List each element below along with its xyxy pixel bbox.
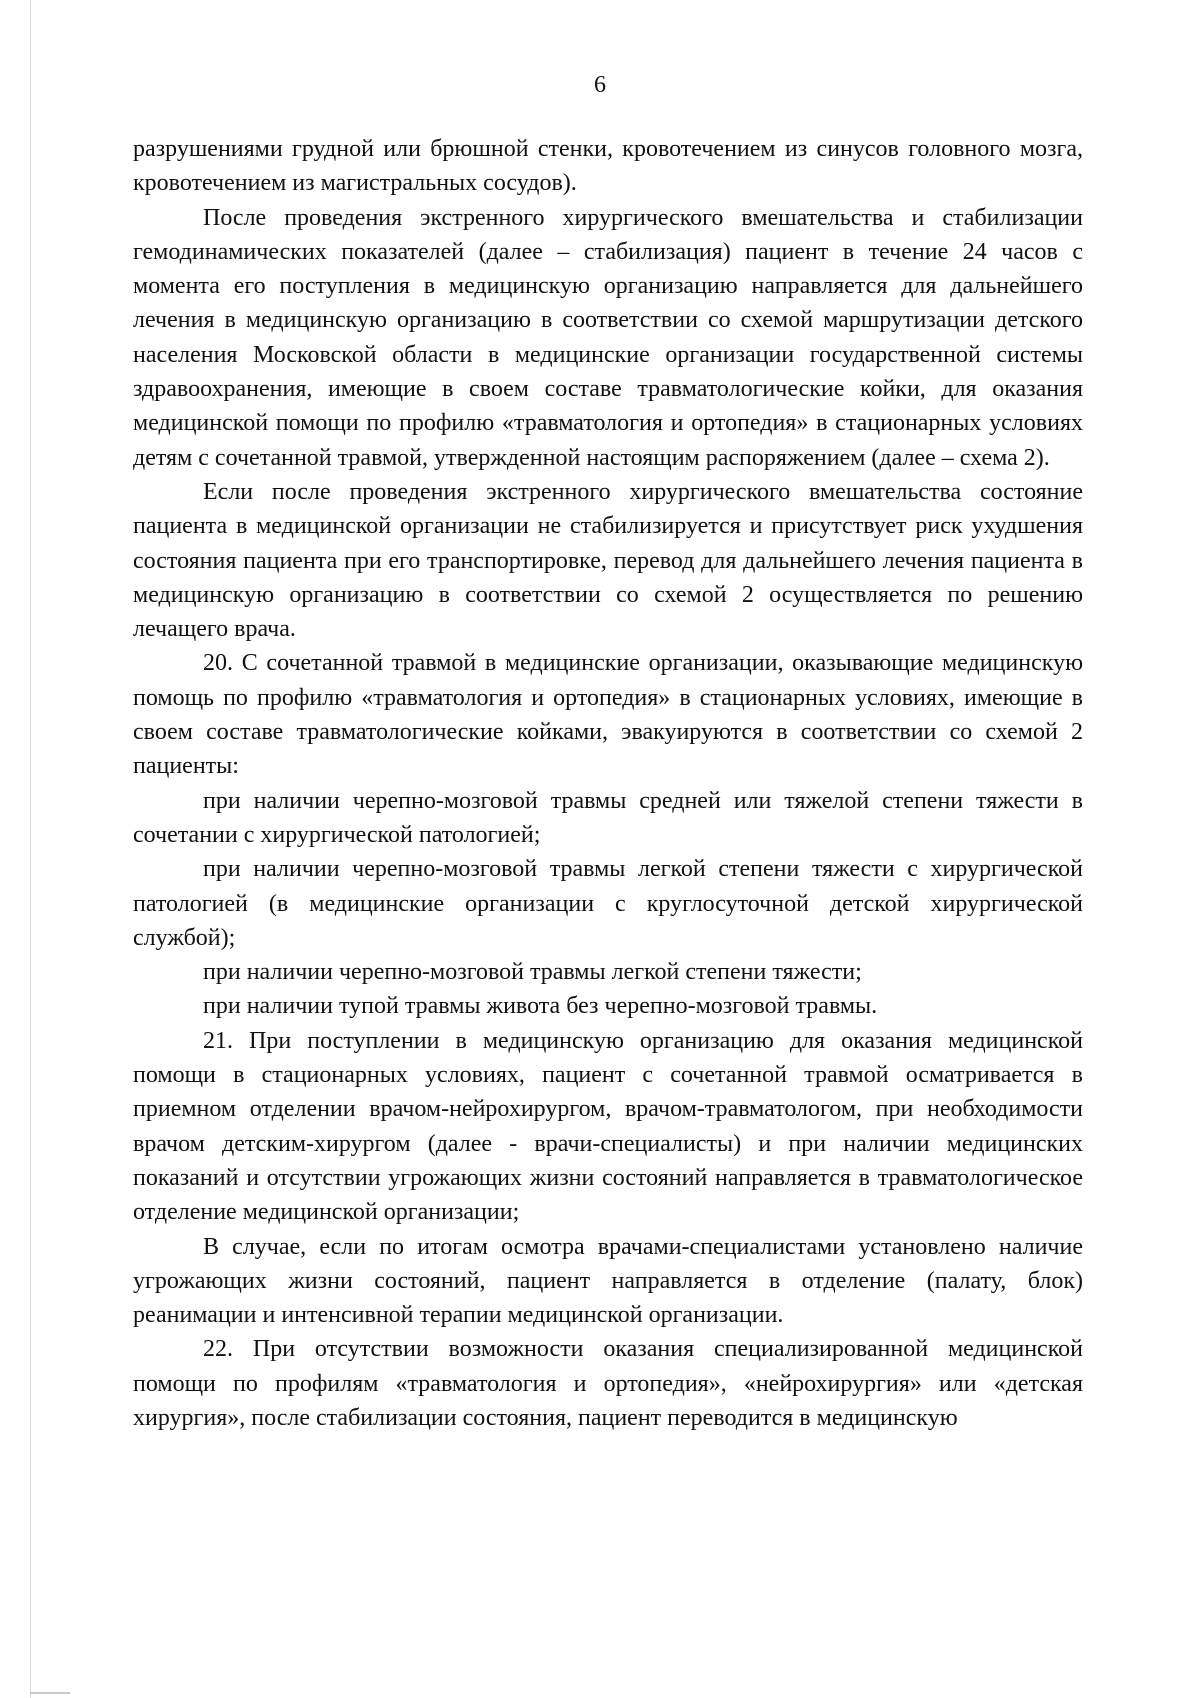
paragraph-item-20: 20. С сочетанной травмой в медицинские организации, оказывающие медицинскую помощь по профилю «травматология и ортопедия» в стационарных условиях, имеющие в своем составе травматологические койками, эвакуируются в соответствии со схемой 2 пациенты: <box>133 650 1083 780</box>
list-item: при наличии черепно-мозговой травмы средней или тяжелой степени тяжести в сочетании с хирургической патологией; <box>133 787 1083 848</box>
list-item: при наличии тупой травмы живота без черепно-мозговой травмы. <box>203 993 878 1020</box>
paragraph-unstable-transfer: Если после проведения экстренного хирургического вмешательства состояние пациента в медицинской организации не стабилизируется и присутствует риск ухудшения состояния пациента при его транспортировке, перевод для дальнейшего лечения пациента в медицинскую организацию в соответствии со схемой 2 осуществляется по решению лечащего врача. <box>133 478 1083 643</box>
list-item: при наличии черепно-мозговой травмы легкой степени тяжести с хирургической патологией (в медицинские организации с круглосуточной детской хирургической службой); <box>133 856 1083 951</box>
paragraph-item-22: 22. При отсутствии возможности оказания специализированной медицинской помощи по профилям «травматология и ортопедия», «нейрохирургия» или «детская хирургия», после стабилизации состояния, пациент переводится в медицинскую <box>133 1336 1083 1431</box>
page-number: 6 <box>594 72 606 98</box>
list-item: при наличии черепно-мозговой травмы легкой степени тяжести; <box>203 959 862 986</box>
paragraph-icu-referral: В случае, если по итогам осмотра врачами-специалистами установлено наличие угрожающих жизни состояний, пациент направляется в отделение (палату, блок) реанимации и интенсивной терапии медицинской организации. <box>133 1233 1083 1329</box>
paragraph-item-21: 21. При поступлении в медицинскую организацию для оказания медицинской помощи в стационарных условиях, пациент с сочетанной травмой осматривается в приемном отделении врачом-нейрохирургом, врачом-травматологом, при необходимости врачом детским-хирургом (далее - врачи-специалисты) и при наличии медицинских показаний и отсутствии угрожающих жизни состояний направляется в травматологическое отделение медицинской организации; <box>133 1027 1083 1226</box>
scan-bottom-mark <box>30 1692 70 1694</box>
document-body <box>133 132 1083 1435</box>
scan-left-edge <box>30 0 31 1698</box>
paragraph-continuation: разрушениями грудной или брюшной стенки, кровотечением из синусов головного мозга, кровотечением из магистральных сосудов). <box>133 136 1083 197</box>
paragraph-stabilization: После проведения экстренного хирургического вмешательства и стабилизации гемодинамических показателей (далее – стабилизация) пациент в течение 24 часов с момента его поступления в медицинскую организацию направляется для дальнейшего лечения в медицинскую организацию в соответствии со схемой маршрутизации детского населения Московской области в медицинские организации государственной системы здравоохранения, имеющие в своем составе травматологические койки, для оказания медицинской помощи по профилю «травматология и ортопедия» в стационарных условиях детям с сочетанной травмой, утвержденной настоящим распоряжением (далее – схема 2). <box>133 204 1083 471</box>
